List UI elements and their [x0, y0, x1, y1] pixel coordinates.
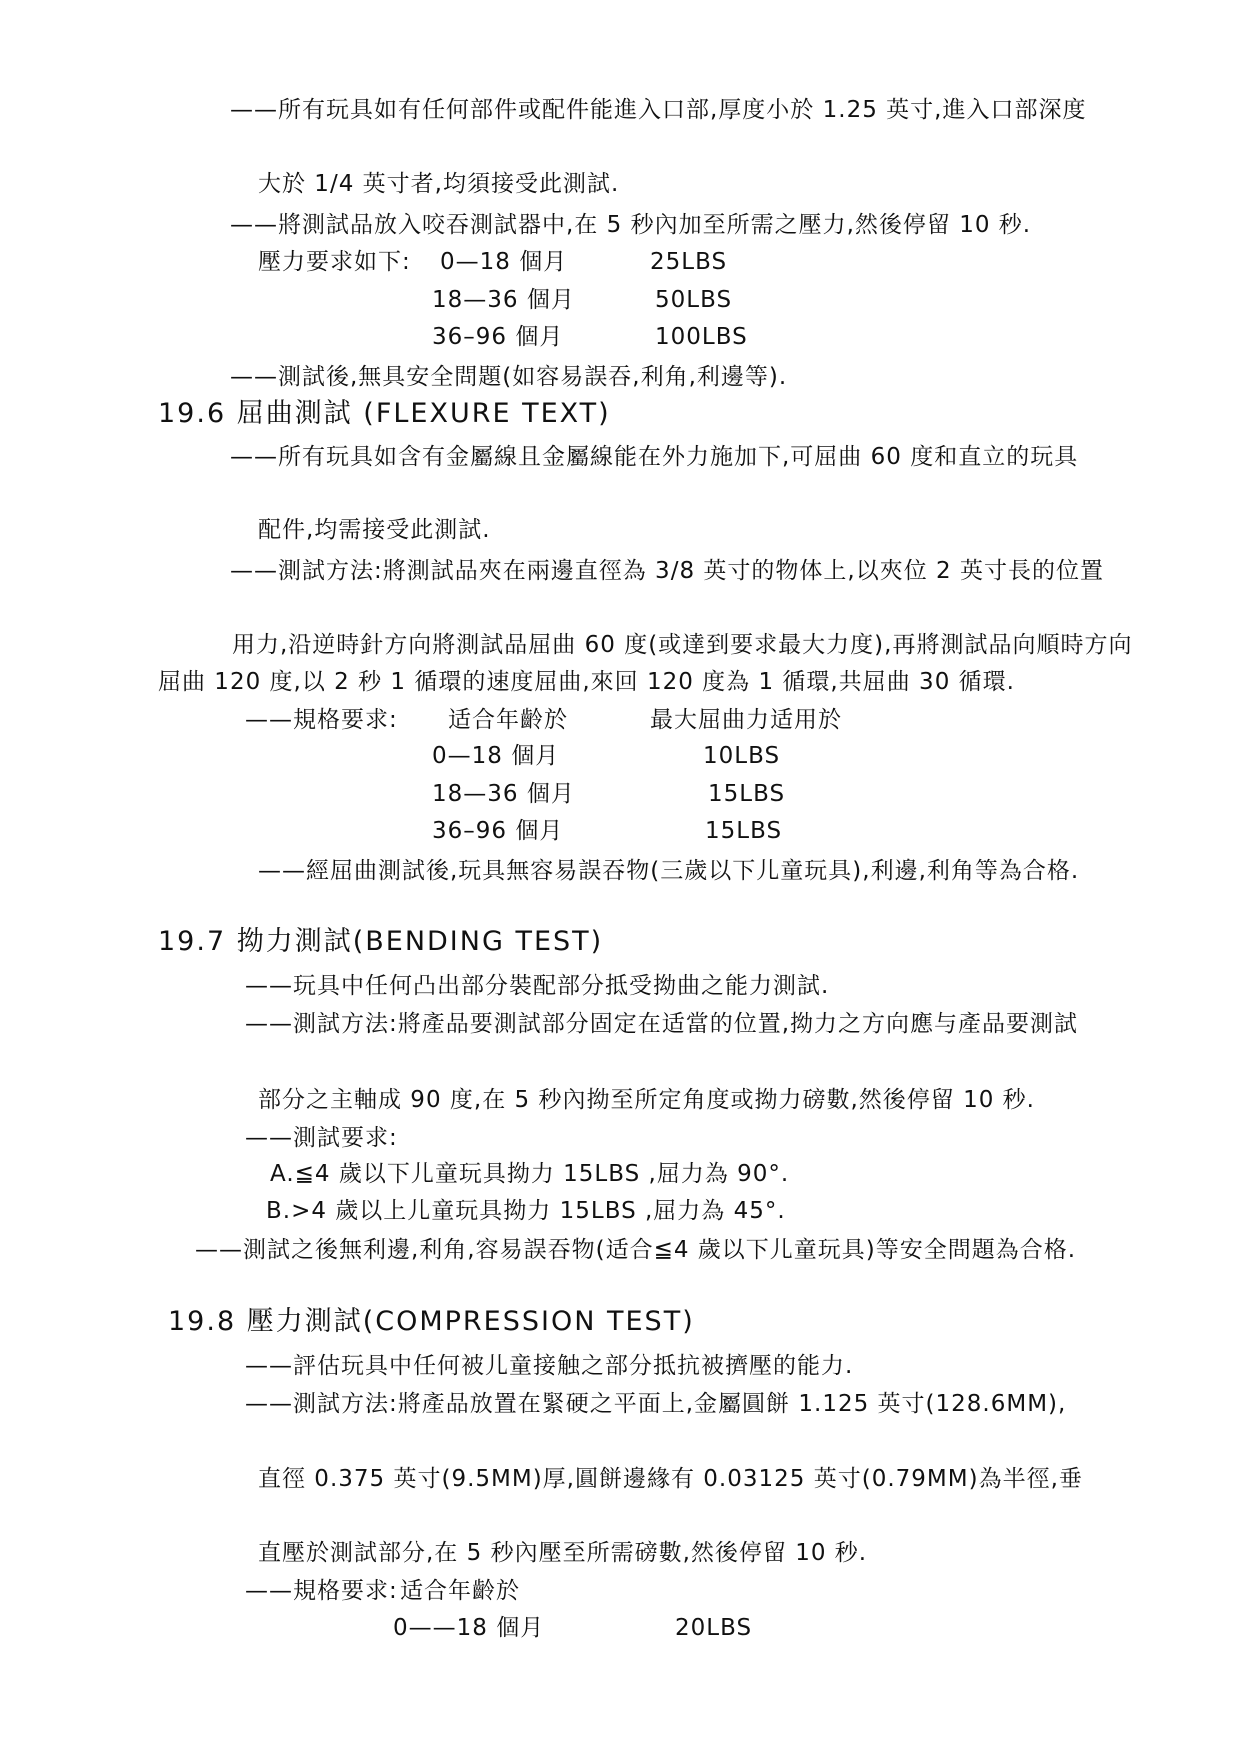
paragraph-line: 直徑 0.375 英寸(9.5MM)厚,圓餅邊緣有 0.03125 英寸(0.79MM)為半徑,垂 — [258, 1466, 1083, 1492]
spec-value: 15LBS — [705, 818, 783, 844]
spec-label: ——規格要求: — [245, 707, 398, 733]
paragraph-line: 配件,均需接受此測試. — [258, 517, 491, 543]
spec-value: 20LBS — [675, 1615, 753, 1641]
section-heading: 19.6 屈曲測試 (FLEXURE TEXT) — [158, 398, 611, 429]
spec-value: 100LBS — [655, 324, 748, 350]
paragraph-line: ——測試方法:將產品要測試部分固定在适當的位置,拗力之方向應与產品要測試 — [245, 1011, 1079, 1037]
paragraph-line: ——測試要求: — [245, 1125, 398, 1151]
column-header-force: 最大屈曲力适用於 — [650, 707, 842, 733]
requirement-item: B.>4 歲以上儿童玩具拗力 15LBS ,屈力為 45°. — [266, 1198, 786, 1224]
paragraph-line: ——測試之後無利邊,利角,容易誤吞物(适合≦4 歲以下儿童玩具)等安全問題為合格. — [195, 1237, 1077, 1263]
section-heading: 19.7 拗力測試(BENDING TEST) — [158, 926, 604, 957]
requirement-item: A.≦4 歲以下儿童玩具拗力 15LBS ,屈力為 90°. — [270, 1161, 790, 1187]
spec-value: 50LBS — [655, 287, 733, 313]
paragraph-line: ——測試後,無具安全問題(如容易誤吞,利角,利邊等). — [230, 364, 788, 390]
paragraph-line: ——玩具中任何凸出部分裝配部分抵受拗曲之能力測試. — [245, 973, 830, 999]
paragraph-line: 屈曲 120 度,以 2 秒 1 循環的速度屈曲,來回 120 度為 1 循環,共屈曲 30 循環. — [158, 669, 1015, 695]
spec-age: 36–96 個月 — [432, 324, 564, 350]
paragraph-line: 大於 1/4 英寸者,均須接受此測試. — [258, 171, 620, 197]
paragraph-line: 直壓於測試部分,在 5 秒內壓至所需磅數,然後停留 10 秒. — [258, 1540, 868, 1566]
spec-age: 0—18 個月 — [440, 249, 568, 275]
spec-value: 10LBS — [703, 743, 781, 769]
paragraph-line: ——所有玩具如有任何部件或配件能進入口部,厚度小於 1.25 英寸,進入口部深度 — [230, 97, 1087, 123]
paragraph-line: ——所有玩具如含有金屬線且金屬線能在外力施加下,可屈曲 60 度和直立的玩具 — [230, 444, 1079, 470]
paragraph-line: 用力,沿逆時針方向將測試品屈曲 60 度(或達到要求最大力度),再將測試品向順時方向 — [232, 632, 1133, 658]
spec-age: 36–96 個月 — [432, 818, 564, 844]
spec-value: 15LBS — [708, 781, 786, 807]
paragraph-line: ——將測試品放入咬吞測試器中,在 5 秒內加至所需之壓力,然後停留 10 秒. — [230, 212, 1032, 238]
paragraph-line: ——經屈曲測試後,玩具無容易誤吞物(三歲以下儿童玩具),利邊,利角等為合格. — [258, 858, 1080, 884]
spec-age: 18—36 個月 — [432, 781, 575, 807]
spec-age: 0—18 個月 — [432, 743, 560, 769]
column-header-age: 适合年齡於 — [400, 1578, 520, 1604]
requirement-label: 壓力要求如下: — [258, 249, 411, 275]
paragraph-line: ——測試方法:將產品放置在緊硬之平面上,金屬圓餅 1.125 英寸(128.6MM), — [245, 1391, 1067, 1417]
paragraph-line: ——評估玩具中任何被儿童接触之部分抵抗被擠壓的能力. — [245, 1353, 854, 1379]
column-header-age: 适合年齡於 — [448, 707, 568, 733]
spec-label: ——規格要求: — [245, 1578, 398, 1604]
section-heading: 19.8 壓力測試(COMPRESSION TEST) — [168, 1306, 695, 1337]
spec-age: 18—36 個月 — [432, 287, 575, 313]
spec-age: 0——18 個月 — [393, 1615, 545, 1641]
spec-value: 25LBS — [650, 249, 728, 275]
paragraph-line: ——測試方法:將測試品夾在兩邊直徑為 3/8 英寸的物体上,以夾位 2 英寸長的位置 — [230, 558, 1104, 584]
paragraph-line: 部分之主軸成 90 度,在 5 秒內拗至所定角度或拗力磅數,然後停留 10 秒. — [258, 1087, 1035, 1113]
